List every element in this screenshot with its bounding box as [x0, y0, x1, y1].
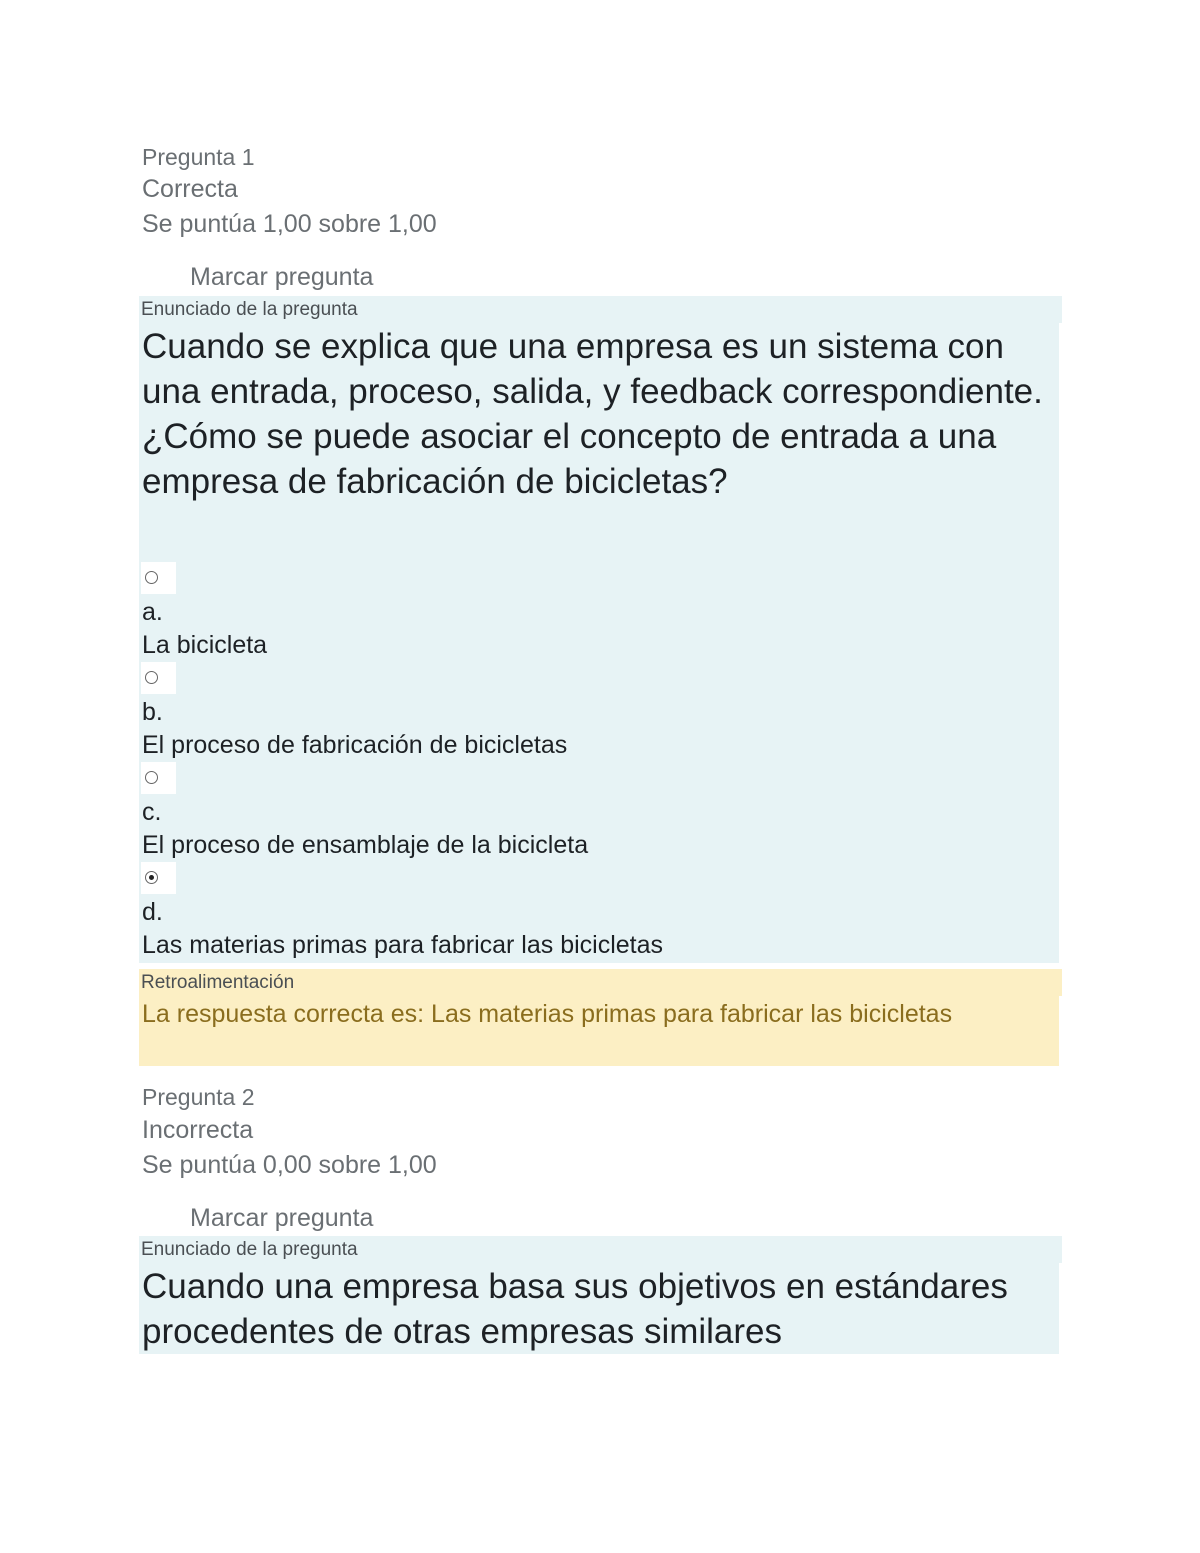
- question-2-statement-label: Enunciado de la pregunta: [141, 1239, 358, 1260]
- question-2-number: Pregunta 2: [142, 1084, 255, 1110]
- question-1-number: Pregunta 1: [142, 144, 255, 170]
- question-1-state: Correcta: [142, 175, 238, 203]
- question-2-state: Incorrecta: [142, 1116, 254, 1144]
- option-a-radio[interactable]: [145, 571, 158, 584]
- option-d-text[interactable]: Las materias primas para fabricar las bicicletas: [142, 931, 664, 959]
- question-2-text: Cuando una empresa basa sus objetivos en estándares procedentes de otras empresas similares: [142, 1267, 1008, 1351]
- question-1-text: Cuando se explica que una empresa es un sistema con una entrada, proceso, salida, y feedback correspondiente. ¿Cómo se puede asociar el concepto de entrada a una empresa de fabricación de bicicletas?: [142, 327, 1043, 501]
- question-1-grade: Se puntúa 1,00 sobre 1,00: [142, 210, 437, 238]
- option-b-radio-wrap: [141, 662, 176, 694]
- option-c-text[interactable]: El proceso de ensamblaje de la bicicleta: [142, 831, 589, 859]
- option-a-text[interactable]: La bicicleta: [142, 631, 268, 659]
- option-a-letter: a.: [142, 598, 163, 626]
- question-2-grade: Se puntúa 0,00 sobre 1,00: [142, 1151, 437, 1179]
- option-d-radio-wrap: [141, 862, 176, 894]
- option-d-letter: d.: [142, 898, 163, 926]
- question-2-flag-link[interactable]: Marcar pregunta: [190, 1204, 374, 1232]
- feedback-text: La respuesta correcta es: Las materias primas para fabricar las bicicletas: [142, 1000, 953, 1028]
- question-1-flag-link[interactable]: Marcar pregunta: [190, 263, 374, 291]
- option-b-radio[interactable]: [145, 671, 158, 684]
- option-b-text[interactable]: El proceso de fabricación de bicicletas: [142, 731, 568, 759]
- option-a-radio-wrap: [141, 562, 176, 594]
- feedback-label: Retroalimentación: [141, 972, 295, 993]
- option-d-radio[interactable]: [145, 871, 158, 884]
- option-c-radio[interactable]: [145, 771, 158, 784]
- option-c-letter: c.: [142, 798, 162, 826]
- question-1-statement-label: Enunciado de la pregunta: [141, 299, 358, 320]
- option-c-radio-wrap: [141, 762, 176, 794]
- option-b-letter: b.: [142, 698, 163, 726]
